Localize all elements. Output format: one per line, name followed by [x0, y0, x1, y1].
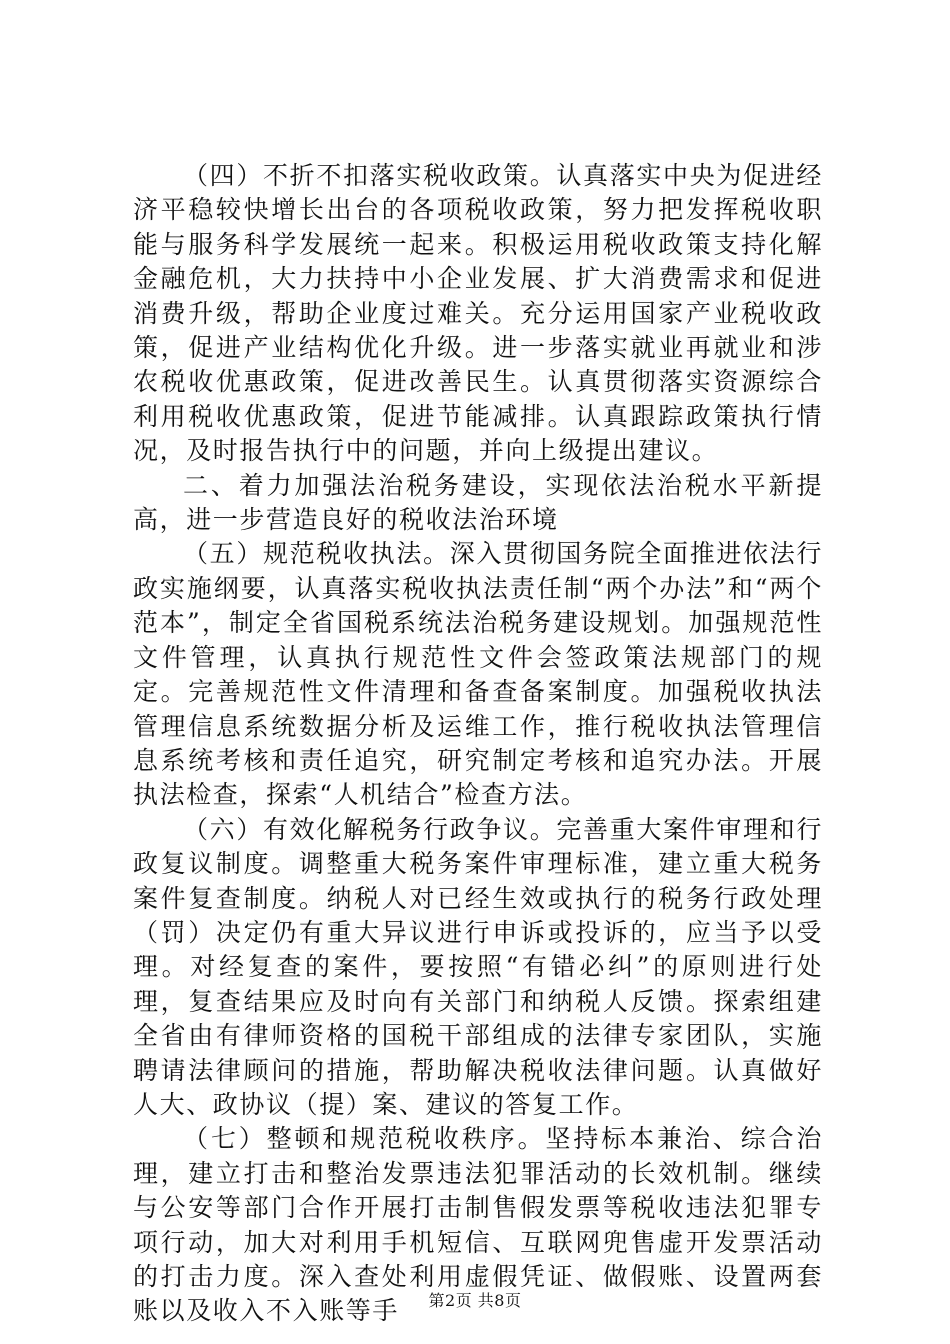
paragraph-administrative-disputes: （六）有效化解税务行政争议。完善重大案件审理和行政复议制度。调整重大税务案件审理标准，建立重大税务案件复查制度。纳税人对已经生效或执行的税务行政处理（罚）决定仍有重大异议进行申诉或投诉的，应当予以受理。对经复查的案件，要按照“有错必纠”的原则进行处理，复查结果应及时向有关部门和纳税人反馈。探索组建全省由有律师资格的国税干部组成的法律专家团队，实施聘请法律顾问的措施，帮助解决税收法律问题。认真做好人大、政协议（提）案、建议的答复工作。 — [133, 814, 823, 1119]
paragraph-tax-order: （七）整顿和规范税收秩序。坚持标本兼治、综合治理，建立打击和整治发票违法犯罪活动的长效机制。继续与公安等部门合作开展打击制售假发票等税收违法犯罪专项行动，加大对利用手机短信、互联网兜售虚开发票活动的打击力度。深入查处利用虚假凭证、做假账、设置两套账以及收入不入账等手 — [133, 1124, 823, 1326]
paragraph-tax-policy: （四）不折不扣落实税收政策。认真落实中央为促进经济平稳较快增长出台的各项税收政策，努力把发挥税收职能与服务科学发展统一起来。积极运用税收政策支持化解金融危机，大力扶持中小企业发展、扩大消费需求和促进消费升级，帮助企业度过难关。充分运用国家产业税收政策，促进产业结构优化升级。进一步落实就业再就业和涉农税收优惠政策，促进改善民生。认真贯彻落实资源综合利用税收优惠政策，促进节能减排。认真跟踪政策执行情况，及时报告执行中的问题，并向上级提出建议。 — [133, 161, 823, 466]
section-heading-rule-of-law: 二、着力加强法治税务建设，实现依法治税水平新提高，进一步营造良好的税收法治环境 — [133, 470, 823, 535]
page-number-footer: 第2页 共8页 — [428, 1291, 522, 1310]
document-body — [133, 159, 823, 1329]
paragraph-tax-enforcement: （五）规范税收执法。深入贯彻国务院全面推进依法行政实施纲要，认真落实税收执法责任制“两个办法”和“两个范本”，制定全省国税系统法治税务建设规划。加强规范性文件管理，认真执行规范性文件会签政策法规部门的规定。完善规范性文件清理和备查备案制度。加强税收执法管理信息系统数据分析及运维工作，推行税收执法管理信息系统考核和责任追究，研究制定考核和追究办法。开展执法检查，探索“人机结合”检查方法。 — [133, 539, 823, 810]
